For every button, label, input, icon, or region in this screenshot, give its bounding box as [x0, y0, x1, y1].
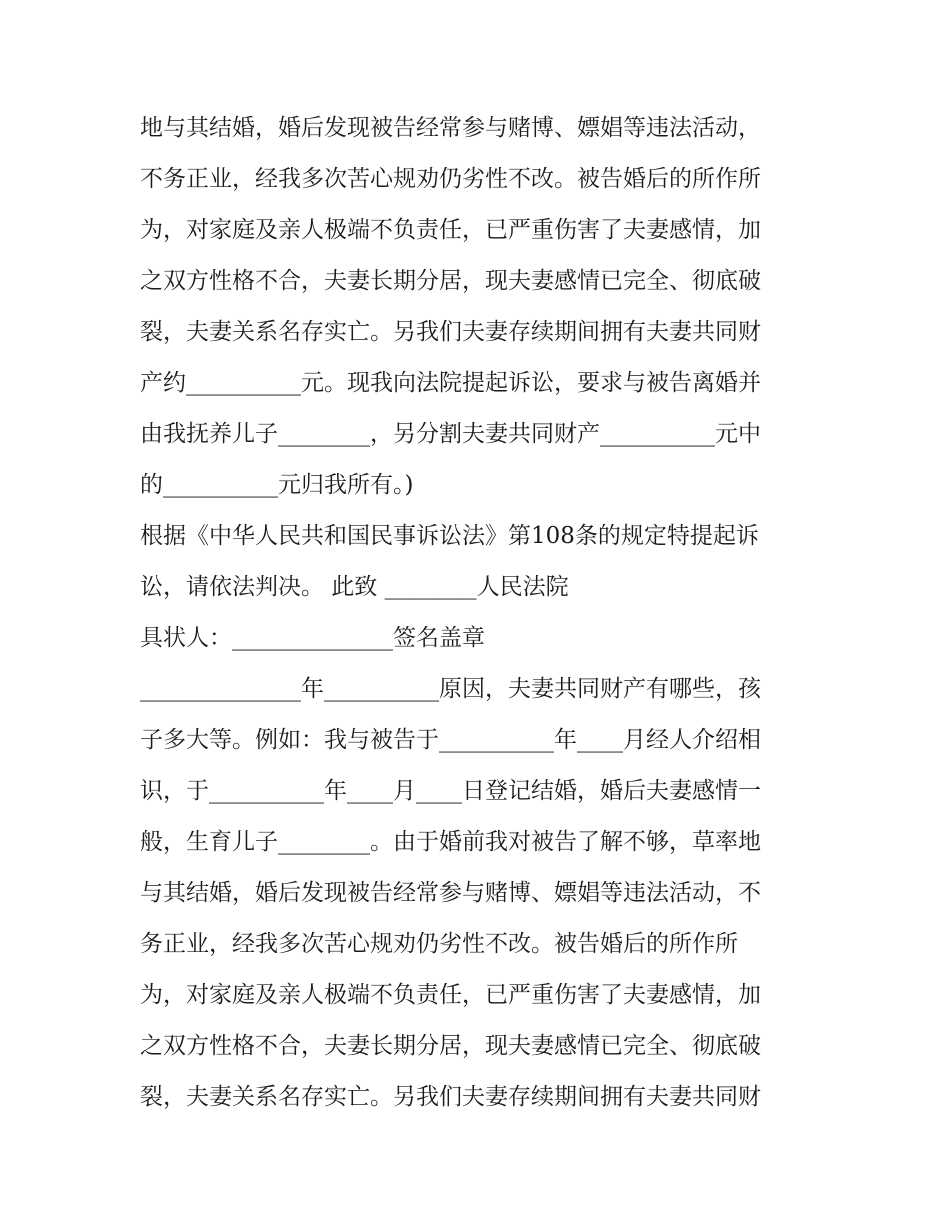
text-line: 根据《中华人民共和国民事诉讼法》第108条的规定特提起诉	[140, 523, 759, 549]
text-line: 裂，夫妻关系名存实亡。另我们夫妻存续期间拥有夫妻共同财	[140, 319, 761, 345]
text-line: 地与其结婚，婚后发现被告经常参与赌博、嫖娼等违法活动，	[140, 115, 761, 141]
text-line: 不务正业，经我多次苦心规劝仍劣性不改。被告婚后的所作所	[140, 166, 761, 192]
text-line: 由我抚养儿子________，另分割夫妻共同财产__________元中	[140, 421, 761, 447]
text-line: 与其结婚，婚后发现被告经常参与赌博、嫖娼等违法活动，不	[140, 880, 761, 906]
text-line: ______________年__________原因，夫妻共同财产有哪些，孩	[140, 676, 761, 702]
text-line: 务正业，经我多次苦心规劝仍劣性不改。被告婚后的所作所	[140, 931, 738, 957]
document-body	[140, 103, 820, 1123]
text-line: 之双方性格不合，夫妻长期分居，现夫妻感情已完全、彻底破	[140, 1033, 761, 1059]
text-line: 子多大等。例如：我与被告于__________年____月经人介绍相	[140, 727, 761, 753]
text-line: 产约__________元。现我向法院提起诉讼，要求与被告离婚并	[140, 370, 761, 396]
text-line: 为，对家庭及亲人极端不负责任，已严重伤害了夫妻感情，加	[140, 982, 761, 1008]
text-line: 为，对家庭及亲人极端不负责任，已严重伤害了夫妻感情，加	[140, 217, 761, 243]
text-line: 具状人：______________签名盖章	[140, 625, 485, 651]
text-line: 裂，夫妻关系名存实亡。另我们夫妻存续期间拥有夫妻共同财	[140, 1084, 761, 1110]
text-line: 之双方性格不合，夫妻长期分居，现夫妻感情已完全、彻底破	[140, 268, 761, 294]
text-line: 般，生育儿子________。由于婚前我对被告了解不够，草率地	[140, 829, 761, 855]
text-line: 讼，请依法判决。 此致 ________人民法院	[140, 574, 569, 600]
text-line: 的__________元归我所有。)	[140, 472, 414, 498]
text-line: 识，于__________年____月____日登记结婚，婚后夫妻感情一	[140, 778, 761, 804]
